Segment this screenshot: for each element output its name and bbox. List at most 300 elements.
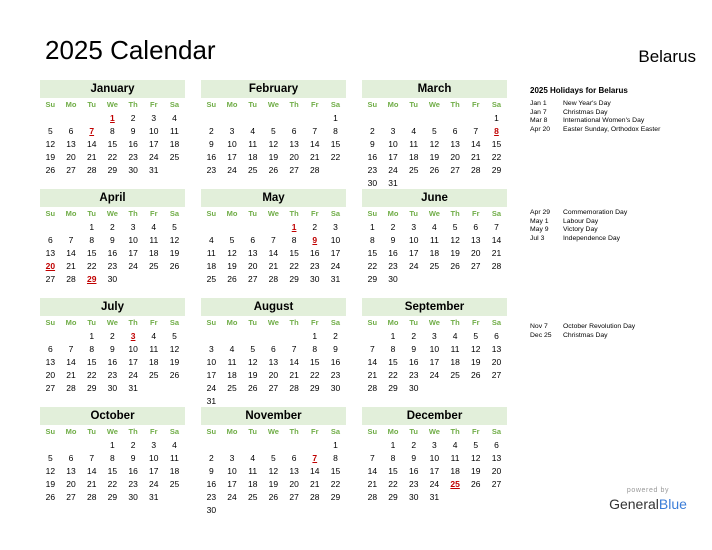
day-cell: 26 bbox=[227, 274, 237, 284]
day-cell: 8 bbox=[89, 235, 95, 245]
day-cell: 14 bbox=[86, 139, 97, 149]
day-cell: 9 bbox=[208, 466, 214, 476]
weekday-label: Mo bbox=[387, 318, 399, 327]
day-cell: 19 bbox=[268, 152, 279, 162]
day-cell: 4 bbox=[452, 440, 458, 450]
day-cell: 3 bbox=[130, 222, 136, 232]
weekday-label: Mo bbox=[226, 100, 238, 109]
day-cell: 14 bbox=[289, 357, 299, 367]
weekday-label: We bbox=[267, 318, 279, 327]
day-cell: 4 bbox=[452, 331, 458, 341]
day-cell: 23 bbox=[310, 261, 320, 271]
empty-day bbox=[222, 439, 243, 452]
day-cell: 6 bbox=[68, 453, 74, 463]
day-cell: 10 bbox=[408, 235, 419, 245]
day-cell: 13 bbox=[491, 344, 502, 354]
weekday-label: Su bbox=[45, 318, 56, 327]
day-cell: 15 bbox=[86, 248, 97, 258]
weekday-label: Su bbox=[206, 209, 217, 218]
empty-day bbox=[362, 330, 383, 343]
day-cell: 10 bbox=[227, 466, 237, 476]
day-cell: 2 bbox=[208, 126, 214, 136]
empty-day bbox=[465, 112, 486, 125]
day-cell: 24 bbox=[206, 383, 217, 393]
day-cell: 7 bbox=[271, 235, 276, 245]
holiday-list-q2 bbox=[530, 209, 705, 243]
weekday-label: Tu bbox=[409, 427, 419, 436]
day-cell: 21 bbox=[289, 370, 299, 380]
day-cell: 3 bbox=[208, 344, 214, 354]
day-cell: 12 bbox=[471, 344, 481, 354]
empty-day bbox=[61, 330, 82, 343]
month-name: January bbox=[40, 80, 185, 98]
weekday-label: Th bbox=[128, 427, 138, 436]
day-cell: 25 bbox=[247, 165, 258, 175]
day-cell: 29 bbox=[107, 165, 118, 175]
day-cell: 26 bbox=[169, 370, 180, 380]
empty-day bbox=[40, 330, 61, 343]
day-cell: 16 bbox=[107, 248, 118, 258]
day-cell: 22 bbox=[491, 152, 502, 162]
day-cell: 17 bbox=[429, 466, 440, 476]
day-cell: 15 bbox=[330, 466, 341, 476]
day-cell: 27 bbox=[471, 261, 481, 271]
day-cell: 23 bbox=[128, 152, 138, 162]
weekday-label: We bbox=[428, 318, 440, 327]
weekday-label: Su bbox=[367, 318, 378, 327]
day-cell: 9 bbox=[411, 453, 417, 463]
day-cell: 16 bbox=[128, 466, 138, 476]
day-cell: 26 bbox=[268, 165, 279, 175]
day-cell: 28 bbox=[86, 165, 97, 175]
day-cell: 20 bbox=[491, 357, 502, 367]
day-cell: 27 bbox=[491, 479, 502, 489]
day-cell: 15 bbox=[491, 139, 502, 149]
day-cell: 28 bbox=[367, 383, 378, 393]
month-may bbox=[201, 189, 346, 286]
weekday-label: Mo bbox=[387, 427, 399, 436]
day-cell: 24 bbox=[227, 165, 237, 175]
day-cell: 19 bbox=[429, 152, 440, 162]
weekday-label: Fr bbox=[311, 100, 319, 109]
day-cell: 30 bbox=[128, 165, 138, 175]
day-cell: 27 bbox=[66, 492, 76, 502]
day-grid bbox=[201, 425, 346, 517]
holiday-date: 7 bbox=[312, 453, 318, 463]
day-cell: 24 bbox=[388, 165, 398, 175]
weekday-label: Fr bbox=[150, 100, 158, 109]
weekday-label: Su bbox=[367, 100, 378, 109]
empty-day bbox=[242, 112, 263, 125]
holiday-date-label: Mar 8 bbox=[530, 117, 548, 124]
month-august bbox=[201, 298, 346, 408]
day-cell: 27 bbox=[289, 492, 299, 502]
day-cell: 25 bbox=[247, 492, 258, 502]
day-cell: 18 bbox=[206, 261, 217, 271]
weekday-label: Fr bbox=[472, 209, 480, 218]
day-cell: 28 bbox=[66, 383, 76, 393]
day-cell: 4 bbox=[229, 344, 235, 354]
day-cell: 19 bbox=[227, 261, 237, 271]
day-cell: 24 bbox=[149, 479, 159, 489]
day-cell: 11 bbox=[409, 139, 419, 149]
day-cell: 2 bbox=[369, 126, 375, 136]
day-cell: 8 bbox=[369, 235, 375, 245]
empty-day bbox=[242, 439, 263, 452]
day-cell: 30 bbox=[107, 274, 118, 284]
holiday-name: New Year's Day bbox=[563, 100, 611, 107]
day-cell: 19 bbox=[268, 479, 279, 489]
day-cell: 7 bbox=[369, 344, 375, 354]
empty-day bbox=[403, 112, 424, 125]
day-cell: 20 bbox=[471, 248, 481, 258]
empty-day bbox=[201, 221, 222, 234]
day-cell: 5 bbox=[47, 453, 53, 463]
day-cell: 20 bbox=[491, 466, 502, 476]
day-cell: 6 bbox=[68, 126, 74, 136]
day-cell: 31 bbox=[149, 492, 159, 502]
day-cell: 23 bbox=[367, 165, 378, 175]
day-cell: 19 bbox=[471, 357, 481, 367]
day-cell: 24 bbox=[330, 261, 341, 271]
weekday-label: Tu bbox=[248, 209, 258, 218]
day-cell: 25 bbox=[169, 152, 180, 162]
weekday-label: Mo bbox=[226, 318, 238, 327]
day-cell: 1 bbox=[390, 331, 396, 341]
day-cell: 22 bbox=[330, 152, 341, 162]
day-cell: 23 bbox=[408, 370, 419, 380]
weekday-label: Tu bbox=[248, 100, 258, 109]
day-cell: 12 bbox=[169, 235, 180, 245]
day-cell: 28 bbox=[310, 165, 320, 175]
day-cell: 25 bbox=[429, 261, 440, 271]
weekday-label: We bbox=[106, 209, 118, 218]
day-cell: 2 bbox=[110, 222, 115, 232]
day-cell: 7 bbox=[68, 344, 74, 354]
weekday-label: Mo bbox=[65, 318, 77, 327]
holiday-item bbox=[530, 332, 705, 341]
day-cell: 21 bbox=[66, 370, 76, 380]
day-cell: 4 bbox=[250, 126, 256, 136]
day-cell: 4 bbox=[250, 453, 256, 463]
brand-footer bbox=[598, 486, 698, 513]
month-name: December bbox=[362, 407, 507, 425]
day-cell: 10 bbox=[149, 453, 159, 463]
day-cell: 22 bbox=[330, 479, 341, 489]
day-cell: 1 bbox=[333, 113, 338, 123]
day-cell: 17 bbox=[149, 466, 159, 476]
day-cell: 27 bbox=[450, 165, 460, 175]
day-cell: 19 bbox=[247, 370, 258, 380]
day-cell: 5 bbox=[229, 235, 235, 245]
weekday-label: Su bbox=[206, 100, 217, 109]
day-cell: 9 bbox=[110, 235, 115, 245]
day-cell: 17 bbox=[227, 479, 237, 489]
day-cell: 20 bbox=[247, 261, 258, 271]
day-cell: 22 bbox=[107, 479, 118, 489]
day-cell: 7 bbox=[369, 453, 375, 463]
holiday-item bbox=[530, 209, 705, 218]
day-cell: 26 bbox=[450, 261, 460, 271]
day-cell: 17 bbox=[330, 248, 341, 258]
day-cell: 1 bbox=[390, 440, 396, 450]
day-cell: 3 bbox=[151, 440, 157, 450]
day-cell: 24 bbox=[408, 261, 419, 271]
day-cell: 31 bbox=[149, 165, 159, 175]
holiday-date-label: Apr 20 bbox=[530, 125, 551, 133]
day-cell: 21 bbox=[268, 261, 279, 271]
day-cell: 5 bbox=[271, 453, 276, 463]
empty-day bbox=[284, 330, 305, 343]
day-cell: 15 bbox=[330, 139, 341, 149]
day-cell: 30 bbox=[388, 274, 398, 284]
day-cell: 19 bbox=[45, 479, 56, 489]
weekday-label: Su bbox=[367, 427, 378, 436]
day-cell: 7 bbox=[494, 222, 499, 232]
day-grid bbox=[201, 207, 346, 286]
empty-day bbox=[362, 439, 383, 452]
day-cell: 18 bbox=[450, 357, 460, 367]
day-cell: 10 bbox=[149, 126, 159, 136]
day-cell: 8 bbox=[333, 126, 338, 136]
day-cell: 28 bbox=[367, 492, 378, 502]
empty-day bbox=[445, 112, 466, 125]
day-cell: 24 bbox=[429, 370, 440, 380]
day-cell: 29 bbox=[330, 492, 341, 502]
holiday-name: Easter Sunday, Orthodox Easter bbox=[563, 125, 661, 133]
day-cell: 13 bbox=[45, 357, 56, 367]
day-cell: 14 bbox=[310, 466, 320, 476]
day-cell: 29 bbox=[388, 383, 398, 393]
month-july bbox=[40, 298, 185, 395]
day-cell: 6 bbox=[250, 235, 256, 245]
weekday-label: Sa bbox=[169, 318, 180, 327]
month-name: June bbox=[362, 189, 507, 207]
day-cell: 25 bbox=[450, 370, 460, 380]
brand-logo bbox=[598, 495, 698, 513]
day-cell: 5 bbox=[452, 222, 458, 232]
day-cell: 14 bbox=[66, 357, 76, 367]
day-cell: 26 bbox=[471, 370, 481, 380]
day-cell: 29 bbox=[310, 383, 320, 393]
day-cell: 29 bbox=[289, 274, 299, 284]
weekday-label: Sa bbox=[491, 318, 502, 327]
month-october bbox=[40, 407, 185, 504]
day-cell: 11 bbox=[248, 139, 258, 149]
weekday-label: We bbox=[267, 100, 279, 109]
day-cell: 20 bbox=[268, 370, 279, 380]
empty-day bbox=[61, 112, 82, 125]
holiday-name: Commemoration Day bbox=[563, 209, 628, 216]
day-cell: 11 bbox=[450, 344, 460, 354]
day-cell: 8 bbox=[390, 344, 396, 354]
empty-day bbox=[263, 439, 284, 452]
day-cell: 3 bbox=[432, 440, 437, 450]
empty-day bbox=[222, 112, 243, 125]
day-cell: 12 bbox=[45, 139, 56, 149]
holiday-date-label: Apr 29 bbox=[530, 209, 551, 216]
day-cell: 18 bbox=[149, 357, 159, 367]
holiday-date-label: May 1 bbox=[530, 217, 549, 225]
day-cell: 12 bbox=[227, 248, 237, 258]
month-name: July bbox=[40, 298, 185, 316]
weekday-label: Mo bbox=[65, 209, 77, 218]
day-cell: 1 bbox=[89, 222, 95, 232]
day-cell: 26 bbox=[471, 479, 481, 489]
day-cell: 22 bbox=[388, 370, 398, 380]
holiday-date: 7 bbox=[89, 126, 95, 136]
day-cell: 16 bbox=[107, 357, 118, 367]
day-cell: 5 bbox=[47, 126, 53, 136]
page-title: 2025 Calendar bbox=[45, 35, 216, 65]
day-cell: 31 bbox=[330, 274, 341, 284]
day-cell: 23 bbox=[128, 479, 138, 489]
month-name: May bbox=[201, 189, 346, 207]
day-cell: 4 bbox=[151, 331, 157, 341]
day-cell: 31 bbox=[429, 492, 440, 502]
day-cell: 28 bbox=[289, 383, 299, 393]
weekday-label: Fr bbox=[150, 318, 158, 327]
day-cell: 4 bbox=[411, 126, 417, 136]
day-grid bbox=[201, 98, 346, 177]
day-cell: 6 bbox=[494, 331, 499, 341]
day-cell: 8 bbox=[89, 344, 95, 354]
holiday-date-label: Dec 25 bbox=[530, 331, 552, 339]
day-cell: 10 bbox=[128, 235, 138, 245]
weekday-label: Th bbox=[450, 100, 460, 109]
day-cell: 11 bbox=[206, 248, 216, 258]
day-cell: 5 bbox=[473, 331, 479, 341]
month-name: October bbox=[40, 407, 185, 425]
day-cell: 18 bbox=[169, 466, 180, 476]
weekday-label: Th bbox=[128, 318, 138, 327]
weekday-label: Th bbox=[450, 427, 460, 436]
day-cell: 15 bbox=[289, 248, 299, 258]
day-cell: 22 bbox=[388, 479, 398, 489]
month-january bbox=[40, 80, 185, 177]
day-cell: 17 bbox=[128, 248, 138, 258]
day-cell: 8 bbox=[110, 126, 115, 136]
day-cell: 10 bbox=[128, 344, 138, 354]
empty-day bbox=[61, 439, 82, 452]
day-cell: 22 bbox=[86, 370, 97, 380]
empty-day bbox=[201, 439, 222, 452]
day-cell: 29 bbox=[367, 274, 378, 284]
empty-day bbox=[424, 112, 445, 125]
day-cell: 5 bbox=[250, 344, 256, 354]
day-cell: 3 bbox=[333, 222, 338, 232]
holiday-date-label: Jan 7 bbox=[530, 108, 547, 116]
weekday-label: Sa bbox=[491, 100, 502, 109]
day-cell: 22 bbox=[367, 261, 378, 271]
weekday-label: We bbox=[267, 209, 279, 218]
month-march bbox=[362, 80, 507, 190]
day-cell: 19 bbox=[45, 152, 56, 162]
day-cell: 27 bbox=[491, 370, 502, 380]
day-cell: 11 bbox=[149, 344, 159, 354]
day-cell: 6 bbox=[47, 344, 53, 354]
day-cell: 9 bbox=[369, 139, 375, 149]
holiday-date: 1 bbox=[291, 222, 297, 232]
day-cell: 19 bbox=[169, 248, 180, 258]
day-cell: 1 bbox=[110, 440, 115, 450]
day-cell: 1 bbox=[494, 113, 499, 123]
day-cell: 2 bbox=[390, 222, 396, 232]
day-cell: 13 bbox=[289, 139, 299, 149]
holiday-name: Christmas Day bbox=[563, 331, 608, 339]
day-cell: 1 bbox=[369, 222, 375, 232]
weekday-label: Tu bbox=[248, 427, 258, 436]
weekday-label: We bbox=[106, 318, 118, 327]
holiday-name: Independence Day bbox=[563, 234, 621, 242]
day-cell: 23 bbox=[408, 479, 419, 489]
weekday-label: Th bbox=[289, 209, 299, 218]
weekday-label: Sa bbox=[330, 318, 341, 327]
weekday-label: Fr bbox=[472, 318, 480, 327]
day-cell: 3 bbox=[390, 126, 396, 136]
day-cell: 13 bbox=[247, 248, 258, 258]
day-cell: 28 bbox=[491, 261, 502, 271]
day-cell: 8 bbox=[110, 453, 115, 463]
day-cell: 15 bbox=[107, 139, 118, 149]
day-cell: 11 bbox=[170, 453, 179, 463]
day-cell: 10 bbox=[388, 139, 398, 149]
day-cell: 21 bbox=[86, 479, 97, 489]
day-cell: 12 bbox=[247, 357, 258, 367]
day-cell: 12 bbox=[268, 466, 279, 476]
day-cell: 17 bbox=[408, 248, 419, 258]
day-cell: 5 bbox=[172, 331, 177, 341]
day-cell: 2 bbox=[130, 440, 136, 450]
day-cell: 15 bbox=[388, 357, 398, 367]
day-cell: 10 bbox=[429, 453, 440, 463]
day-cell: 27 bbox=[45, 383, 56, 393]
weekday-label: Th bbox=[450, 209, 460, 218]
month-name: August bbox=[201, 298, 346, 316]
empty-day bbox=[201, 330, 222, 343]
day-grid bbox=[362, 207, 507, 286]
day-cell: 22 bbox=[310, 370, 320, 380]
empty-day bbox=[263, 221, 284, 234]
day-cell: 30 bbox=[367, 178, 378, 188]
day-cell: 23 bbox=[107, 261, 118, 271]
day-cell: 30 bbox=[408, 492, 419, 502]
holiday-item bbox=[530, 109, 705, 118]
day-cell: 16 bbox=[367, 152, 378, 162]
empty-day bbox=[383, 112, 404, 125]
weekday-label: Sa bbox=[491, 209, 502, 218]
day-cell: 18 bbox=[227, 370, 237, 380]
day-cell: 31 bbox=[128, 383, 138, 393]
day-cell: 30 bbox=[128, 492, 138, 502]
day-cell: 6 bbox=[452, 126, 458, 136]
weekday-label: Sa bbox=[169, 427, 180, 436]
weekday-label: Sa bbox=[169, 100, 180, 109]
weekday-label: Fr bbox=[311, 209, 319, 218]
day-cell: 12 bbox=[268, 139, 279, 149]
weekday-label: Mo bbox=[226, 427, 238, 436]
month-name: November bbox=[201, 407, 346, 425]
day-cell: 12 bbox=[169, 344, 180, 354]
weekday-label: Fr bbox=[472, 100, 480, 109]
day-cell: 5 bbox=[271, 126, 276, 136]
day-cell: 19 bbox=[169, 357, 180, 367]
day-cell: 9 bbox=[208, 139, 214, 149]
day-grid bbox=[40, 207, 185, 286]
day-cell: 6 bbox=[291, 453, 297, 463]
weekday-label: We bbox=[428, 427, 440, 436]
weekday-label: Fr bbox=[150, 209, 158, 218]
